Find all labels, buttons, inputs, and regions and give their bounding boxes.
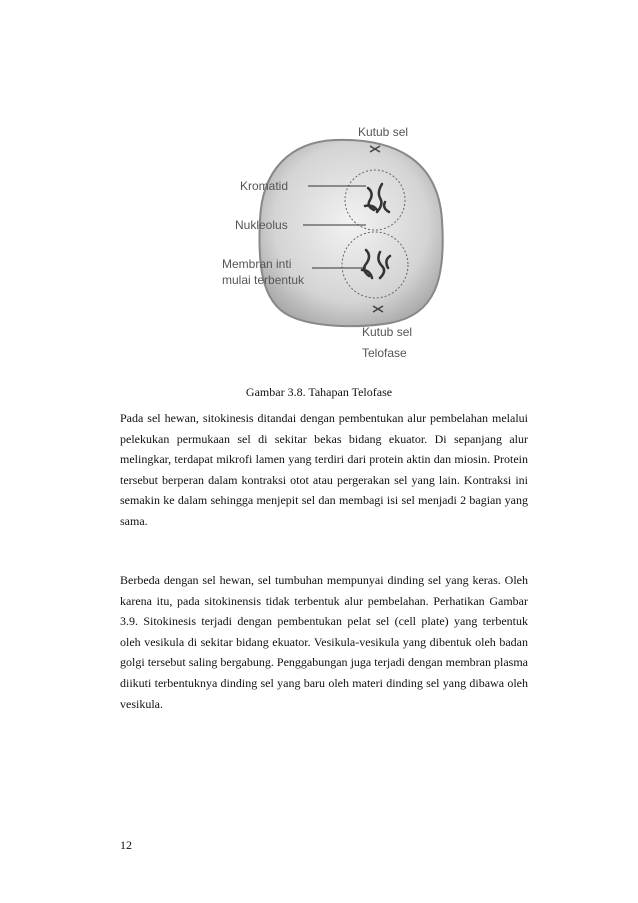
membran-inti-label: Membran inti: [222, 257, 292, 271]
kutub-sel-bottom-label: Kutub sel: [362, 325, 413, 339]
paragraph-sitokinesis-tumbuhan: Berbeda dengan sel hewan, sel tumbuhan mempunyai dinding sel yang keras. Oleh karena itu, pada sitokinensis tidak terbentuk alur pembelahan. Perhatikan Gambar 3.9. Sitokinesis terjadi dengan pembentukan pelat sel (cell plate) yang terbentuk oleh vesikula di sekitar bidang ekuator. Vesikula-vesikula yang dibentuk oleh badan golgi tersebut saling bergabung. Penggabungan juga terjadi dengan membran plasma diikuti terbentuknya dinding sel yang baru oleh materi dinding sel yang dibawa oleh vesikula.: [120, 573, 528, 711]
cell-body: [259, 140, 442, 326]
telofase-figure: [190, 110, 450, 370]
figure-caption: Gambar 3.8. Tahapan Telofase: [245, 385, 393, 399]
paragraph-sitokinesis-hewan: Pada sel hewan, sitokinesis ditandai dengan pembentukan alur pembelahan melalui pelekukan permukaan sel di sekitar bekas bidang ekuator. Di sepanjang alur melingkar, terdapat mikrofi lamen yang terdiri dari protein aktin dan miosin. Protein tersebut berperan dalam kontraksi otot atau pergerakan sel yang lain. Kontraksi ini semakin ke dalam sehingga menjepit sel dan membagi isi sel menjadi 2 bagian yang sama.: [120, 411, 528, 528]
page-number: 12: [120, 838, 132, 852]
kutub-sel-top-label: Kutub sel: [358, 125, 409, 139]
kromatid-label: Kromatid: [240, 179, 289, 193]
mulai-terbentuk-label: mulai terbentuk: [222, 273, 305, 287]
telofase-diagram: [190, 110, 450, 370]
nukleolus-label: Nukleolus: [235, 218, 288, 232]
telofase-label: Telofase: [362, 346, 407, 360]
